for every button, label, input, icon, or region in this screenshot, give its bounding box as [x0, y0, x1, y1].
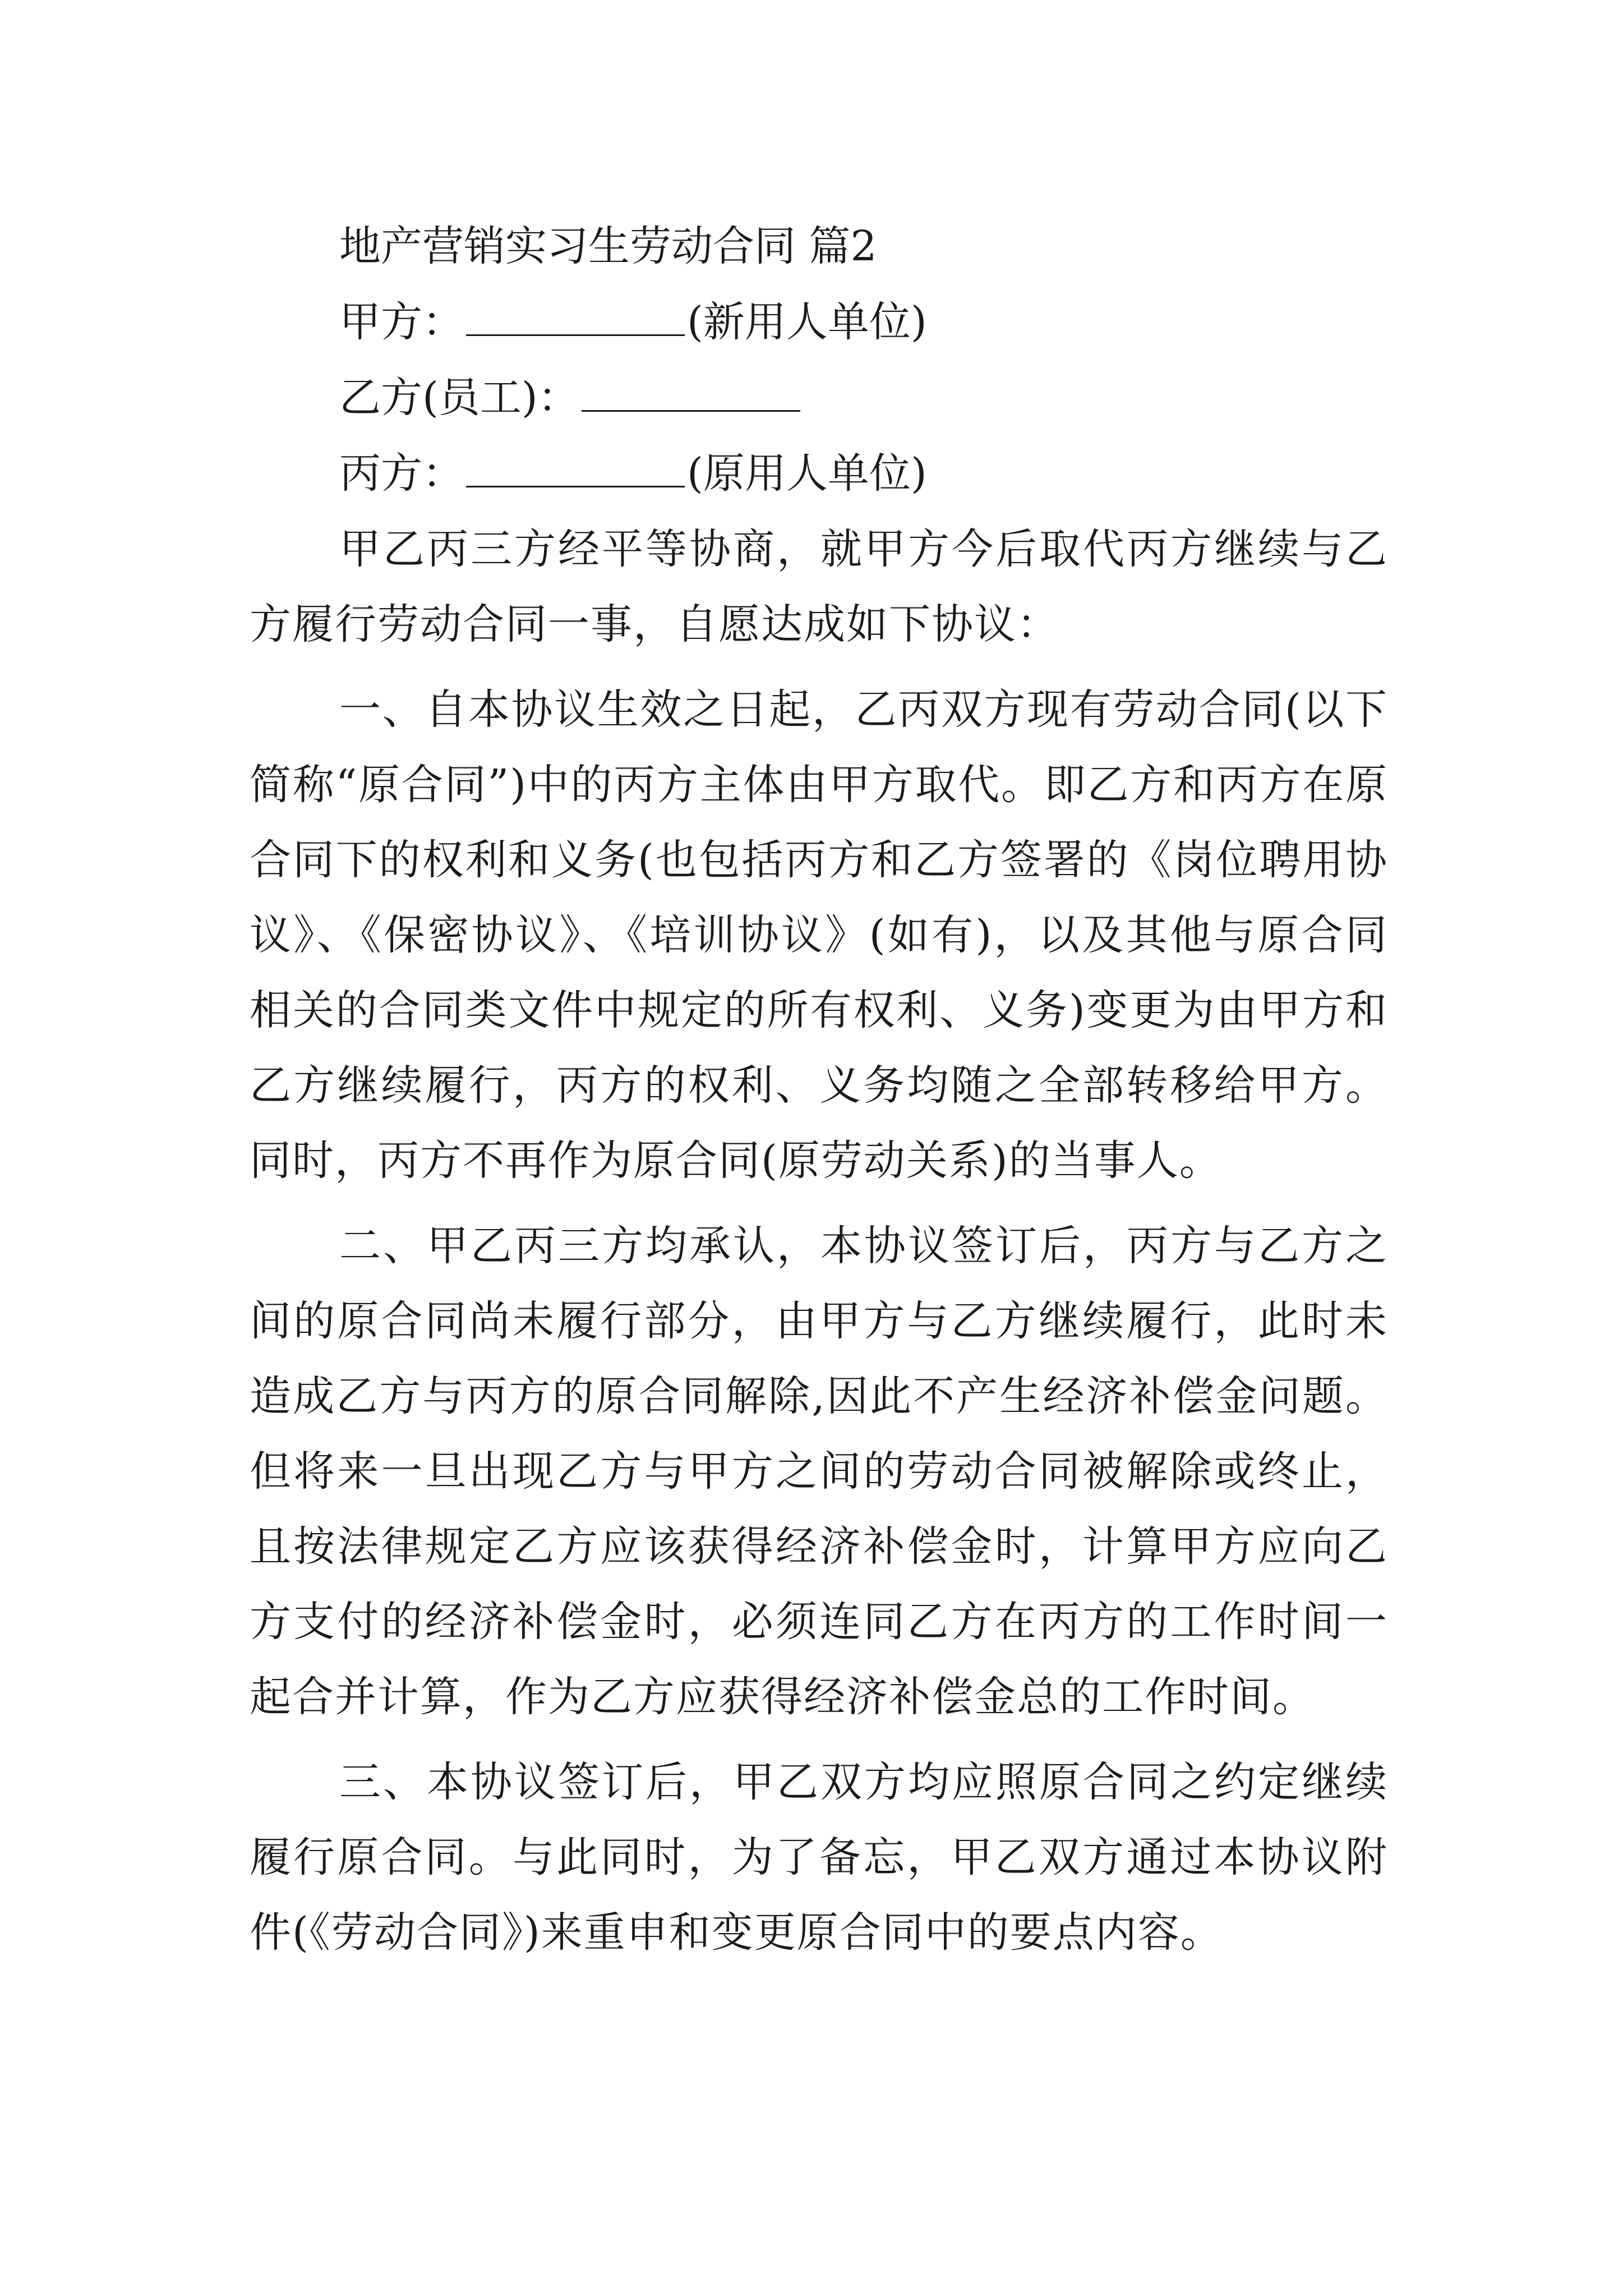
party-c-note: (原用人单位)	[687, 449, 927, 498]
title-text: 地产营销实习生劳动合同 篇2	[339, 222, 877, 270]
document-body	[250, 209, 1388, 1980]
party-a-note: (新用人单位)	[687, 298, 927, 346]
party-b-line	[250, 360, 1388, 436]
party-a-blank	[466, 298, 685, 336]
party-b-blank	[582, 374, 800, 412]
party-a-line	[250, 284, 1388, 360]
paragraph-clause-2: 二、甲乙丙三方均承认，本协议签订后，丙方与乙方之间的原合同尚未履行部分，由甲方与乙方继续履行，此时未造成乙方与丙方的原合同解除,因此不产生经济补偿金问题。但将来一旦出现乙方与甲方之间的劳动合同被解除或终止，且按法律规定乙方应该获得经济补偿金时，计算甲方应向乙方支付的经济补偿金时，必须连同乙方在丙方的工作时间一起合并计算，作为乙方应获得经济补偿金总的工作时间。	[250, 1222, 1388, 1721]
paragraph-intro: 甲乙丙三方经平等协商，就甲方今后取代丙方继续与乙方履行劳动合同一事，自愿达成如下协议：	[250, 525, 1388, 648]
party-c-blank	[466, 450, 685, 487]
party-c-label: 丙方：	[339, 449, 464, 498]
paragraph-clause-1: 一、自本协议生效之日起，乙丙双方现有劳动合同(以下简称“原合同”)中的丙方主体由甲方取代。即乙方和丙方在原合同下的权利和义务(也包括丙方和乙方签署的《岗位聘用协议》、《保密协议》、《培训协议》(如有)，以及其他与原合同相关的合同类文件中规定的所有权利、义务)变更为由甲方和乙方继续履行，丙方的权利、义务均随之全部转移给甲方。同时，丙方不再作为原合同(原劳动关系)的当事人。	[250, 685, 1388, 1185]
document-title	[250, 209, 1388, 284]
party-c-line	[250, 436, 1388, 512]
party-a-label: 甲方：	[339, 298, 464, 346]
party-b-label: 乙方(员工)：	[339, 374, 579, 422]
paragraph-clause-3: 三、本协议签订后，甲乙双方均应照原合同之约定继续履行原合同。与此同时，为了备忘，甲乙双方通过本协议附件(《劳动合同》)来重申和变更原合同中的要点内容。	[250, 1758, 1388, 1957]
